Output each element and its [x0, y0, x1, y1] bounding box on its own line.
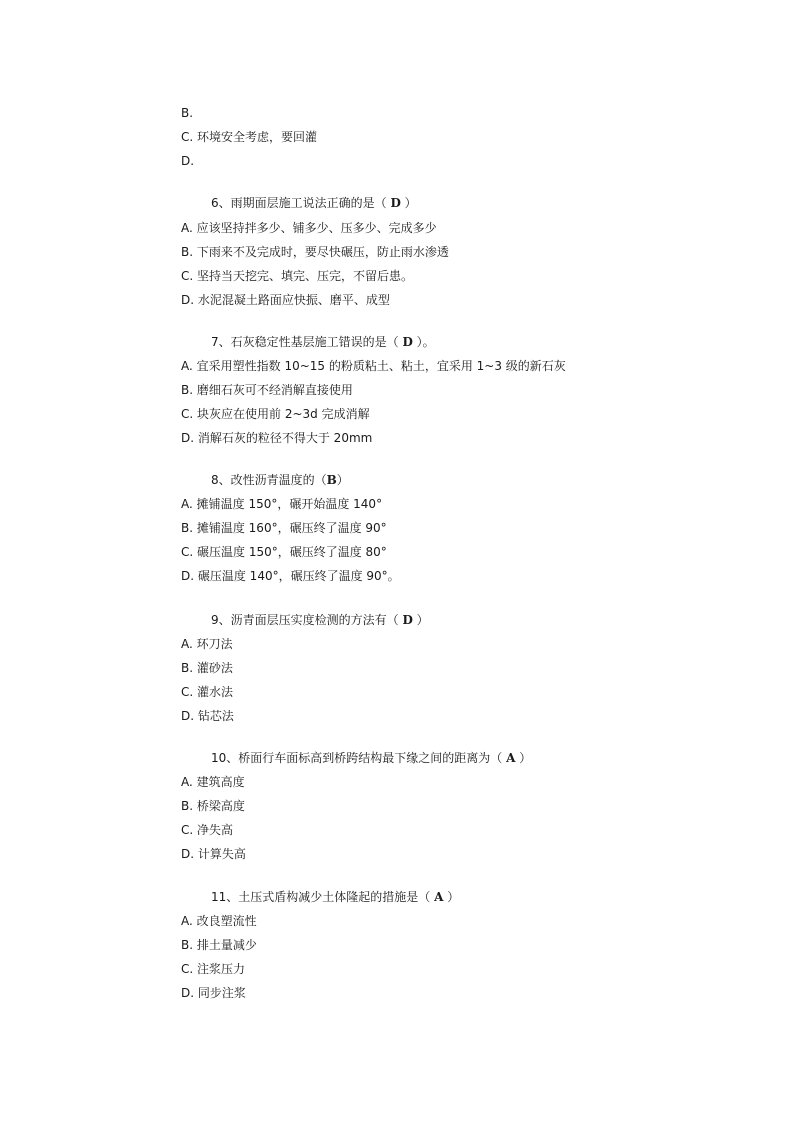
answer-mark: D	[402, 613, 413, 627]
question-stem-text: 6、雨期面层施工说法正确的是（	[211, 196, 391, 210]
question-6-stem	[211, 195, 417, 211]
question-7-option-c: C. 块灰应在使用前 2~3d 完成消解	[181, 407, 370, 421]
answer-mark: A	[506, 751, 516, 765]
question-7-option-a: A. 宜采用塑性指数 10~15 的粉质粘土、粘土，宜采用 1~3 级的新石灰	[181, 359, 566, 373]
question-9-option-b: B. 灌砂法	[181, 661, 233, 675]
question-stem-close: ）	[515, 751, 532, 765]
question-10-stem	[211, 750, 531, 766]
question-stem-text: 10、桥面行车面标高到桥跨结构最下缘之间的距离为（	[211, 751, 507, 765]
question-8-option-d: D. 碾压温度 140°，碾压终了温度 90°。	[181, 569, 400, 583]
question-8-option-a: A. 摊铺温度 150°，碾开始温度 140°	[181, 497, 383, 511]
answer-mark: B	[326, 473, 337, 487]
question-stem-close: ）	[443, 890, 460, 904]
question-6-option-a: A. 应该坚持拌多少、铺多少、压多少、完成多少	[181, 221, 437, 235]
question-6-option-d: D. 水泥混凝土路面应快振、磨平、成型	[181, 293, 390, 307]
question-8-option-b: B. 摊铺温度 160°，碾压终了温度 90°	[181, 521, 387, 535]
question-stem-text: 8、改性沥青温度的（	[211, 473, 327, 487]
question-11-option-c: C. 注浆压力	[181, 962, 246, 976]
question-stem-text: 7、石灰稳定性基层施工错误的是（	[211, 335, 403, 349]
question-9-option-c: C. 灌水法	[181, 685, 234, 699]
question-10-option-a: A. 建筑高度	[181, 775, 245, 789]
question-stem-close: ）	[400, 196, 417, 210]
prev-option-c: C. 环境安全考虑，要回灌	[181, 130, 318, 144]
question-6-option-c: C. 坚持当天挖完、填完、压完，不留后患。	[181, 269, 414, 283]
answer-mark: D	[390, 196, 401, 210]
question-stem-close: ）	[412, 613, 429, 627]
question-11-option-b: B. 排土量减少	[181, 938, 257, 952]
question-10-option-d: D. 计算失高	[181, 847, 246, 861]
question-stem-close: ）	[336, 473, 349, 487]
question-10-option-c: C. 净失高	[181, 823, 234, 837]
answer-mark: D	[402, 335, 413, 349]
question-7-option-d: D. 消解石灰的粒径不得大于 20mm	[181, 431, 373, 445]
question-9-stem	[211, 612, 429, 628]
question-11-option-d: D. 同步注浆	[181, 986, 246, 1000]
question-8-option-c: C. 碾压温度 150°，碾压终了温度 80°	[181, 545, 387, 559]
prev-option-d: D.	[181, 154, 195, 168]
question-stem-text: 11、土压式盾构减少土体隆起的措施是（	[211, 890, 435, 904]
question-9-option-a: A. 环刀法	[181, 637, 233, 651]
question-11-stem	[211, 889, 459, 905]
question-7-option-b: B. 磨细石灰可不经消解直接使用	[181, 383, 353, 397]
question-stem-close: ）。	[412, 335, 435, 349]
question-11-option-a: A. 改良塑流性	[181, 914, 257, 928]
question-7-stem	[211, 334, 435, 350]
question-stem-text: 9、沥青面层压实度检测的方法有（	[211, 613, 403, 627]
question-6-option-b: B. 下雨来不及完成时，要尽快碾压，防止雨水渗透	[181, 245, 449, 259]
question-9-option-d: D. 钻芯法	[181, 709, 234, 723]
answer-mark: A	[434, 890, 444, 904]
prev-option-b: B.	[181, 106, 194, 120]
question-10-option-b: B. 桥梁高度	[181, 799, 245, 813]
question-8-stem	[211, 472, 349, 488]
